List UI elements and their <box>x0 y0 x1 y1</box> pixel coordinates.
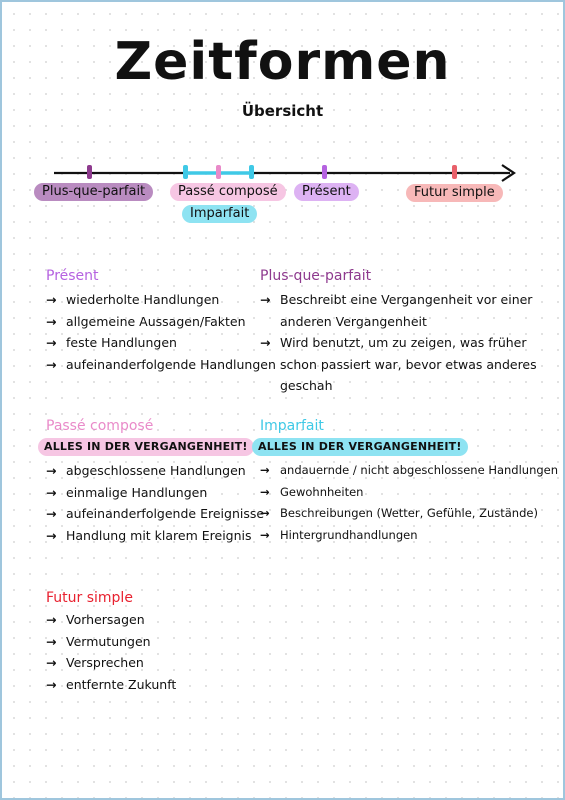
section-title-plusqueparfait: Plus-que-parfait <box>260 268 372 284</box>
list-item: → einmalige Handlungen <box>46 482 264 504</box>
page-subtitle: Übersicht <box>241 102 324 120</box>
list-item: → Vermutungen <box>46 631 176 653</box>
list-item: → aufeinanderfolgende Ereignisse <box>46 503 264 525</box>
list-item: → Beschreibt eine Vergangenheit vor einer anderen Vergangenheit <box>260 289 542 332</box>
list-item: → allgemeine Aussagen/Fakten <box>46 311 276 333</box>
list-item: → Gewohnheiten <box>260 482 558 504</box>
list-item: → andauernde / nicht abgeschlossene Handlungen <box>260 460 558 482</box>
list-present <box>46 289 276 375</box>
list-item: → feste Handlungen <box>46 332 276 354</box>
list-item: → Vorhersagen <box>46 609 176 631</box>
list-item: → wiederholte Handlungen <box>46 289 276 311</box>
timeline-label-plusqueparfait: Plus-que-parfait <box>34 183 153 201</box>
list-item: → Beschreibungen (Wetter, Gefühle, Zustände) <box>260 503 558 525</box>
tick-plusqueparfait <box>87 165 92 179</box>
section-title-present: Présent <box>46 268 99 284</box>
list-item: → aufeinanderfolgende Handlungen <box>46 354 276 376</box>
section-title-futur-simple: Futur simple <box>46 590 133 606</box>
list-item: → Handlung mit klarem Ereignis <box>46 525 264 547</box>
tick-imparfait-start <box>183 165 188 179</box>
list-imparfait <box>260 460 558 546</box>
banner-imparfait: ALLES IN DER VERGANGENHEIT! <box>252 438 468 456</box>
list-item: → Hintergrundhandlungen <box>260 525 558 547</box>
list-futur-simple <box>46 609 176 695</box>
page-title: Zeitformen <box>114 32 451 92</box>
timeline-label-futur-simple: Futur simple <box>406 184 503 202</box>
tick-futur-simple <box>452 165 457 179</box>
tick-present <box>322 165 327 179</box>
tick-passe-compose <box>216 165 221 179</box>
tick-imparfait-end <box>249 165 254 179</box>
section-title-imparfait: Imparfait <box>260 418 324 434</box>
section-title-passe-compose: Passé composé <box>46 418 154 434</box>
list-item: → Versprechen <box>46 652 176 674</box>
banner-passe-compose: ALLES IN DER VERGANGENHEIT! <box>38 438 254 456</box>
list-item: → Wird benutzt, um zu zeigen, was früher schon passiert war, bevor etwas anderes geschah <box>260 332 542 397</box>
timeline-label-imparfait: Imparfait <box>182 205 257 223</box>
list-passe-compose <box>46 460 264 546</box>
list-item: → entfernte Zukunft <box>46 674 176 696</box>
timeline-label-present: Présent <box>294 183 359 201</box>
list-item: → abgeschlossene Handlungen <box>46 460 264 482</box>
list-plusqueparfait <box>260 289 542 397</box>
timeline-label-passe-compose: Passé composé <box>170 183 286 201</box>
